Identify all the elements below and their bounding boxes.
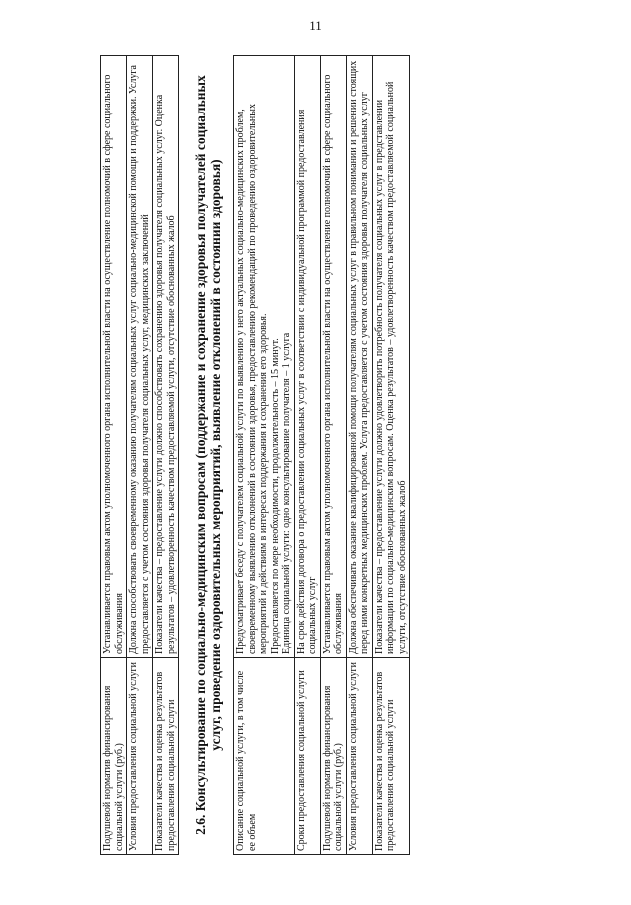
description-paragraph: Единица социальной услуги: одно консультирование получателя – 1 услуга — [281, 332, 292, 654]
description-paragraph: Показатели качества – предоставление услуги должно удовлетворить потребность получателя социальных услуг в представлении информации по социально-медицинским вопросам. Оценка результатов – удовлетворенность качеством предоставляемой социальной услуги, отсутствие обоснованных жалоб — [373, 81, 408, 654]
row-description — [346, 56, 372, 658]
row-label: Описание социальной услуги, в том числе ее объем — [234, 658, 295, 855]
description-paragraph: На срок действия договора о предоставлении социальных услуг в соответствии с индивидуальной программой предоставления социальных услуг — [295, 109, 318, 654]
row-label: Сроки предоставления социальной услуги — [294, 658, 320, 855]
row-label: Показатели качества и оценка результатов предоставления социальной услуги — [372, 658, 410, 855]
top-table — [100, 55, 179, 855]
row-description — [127, 56, 153, 658]
page-number: 11 — [309, 18, 322, 33]
bottom-table-row — [320, 56, 346, 855]
row-description — [320, 56, 346, 658]
row-label: Условия предоставления социальной услуги — [346, 658, 372, 855]
bottom-table-row — [346, 56, 372, 855]
description-paragraph: Должна обеспечивать оказание квалифицированной помощи получателям социальных услуг в правильном понимании и решении стоящих перед ними конкретных медицинских проблем. Услуга предоставляется с учетом состояния здоровья получателя социальных услуг — [347, 60, 370, 654]
description-paragraph: Предоставляется по мере необходимости, продолжительность – 15 минут. — [269, 338, 281, 654]
top-table-row — [153, 56, 179, 855]
bottom-table-row — [234, 56, 295, 855]
description-paragraph: Должна способствовать своевременному оказанию получателям социальных услуг социально-медицинской помощи и поддержки. Услуга предоставляется с учетом состояния здоровья получателя социальных услуг, медицинских заключений — [128, 65, 151, 654]
description-paragraph: Устанавливается правовым актом уполномоченного органа исполнительной власти на осуществление полномочий в сфере социального обслуживания — [102, 74, 125, 654]
rotated-content — [100, 55, 520, 855]
top-table-row — [101, 56, 127, 855]
bottom-table — [233, 55, 410, 855]
top-table-row — [127, 56, 153, 855]
row-description — [372, 56, 410, 658]
bottom-table-row — [372, 56, 410, 855]
section-heading: 2.6. Консультирование по социально-медицинским вопросам (поддержание и сохранение здоровья получателей социальных услуг, проведение оздоровительных мероприятий, выявление отклонений в состоянии здоровья) — [193, 75, 223, 835]
row-description — [153, 56, 179, 658]
row-label: Показатели качества и оценка результатов предоставления социальной услуги — [153, 658, 179, 855]
description-paragraph: Показатели качества – предоставление услуги должно способствовать сохранению здоровья получателя социальных услуг. Оценка результатов – удовлетворенность качеством предоставляемой услуги, отсутствие обоснованных жалоб — [154, 94, 177, 654]
row-label: Подушевой норматив финансирования социальной услуги (руб.) — [320, 658, 346, 855]
row-description — [101, 56, 127, 658]
bottom-table-row — [294, 56, 320, 855]
row-label: Условия предоставления социальной услуги — [127, 658, 153, 855]
row-label: Подушевой норматив финансирования социальной услуги (руб.) — [101, 658, 127, 855]
description-paragraph: Устанавливается правовым актом уполномоченного органа исполнительной власти на осуществление полномочий в сфере социального обслуживания — [321, 74, 344, 654]
row-description — [294, 56, 320, 658]
row-description — [234, 56, 295, 658]
description-paragraph: Предусматривает беседу с получателем социальной услуги по выявлению у него актуальных социально-медицинских проблем, своевременному выявлению отклонений в состоянии здоровья, предоставлению рекомендаций по проведению оздоровительных мероприятий и действиям в интересах поддержания и сохранения его здоровья. — [235, 104, 269, 654]
